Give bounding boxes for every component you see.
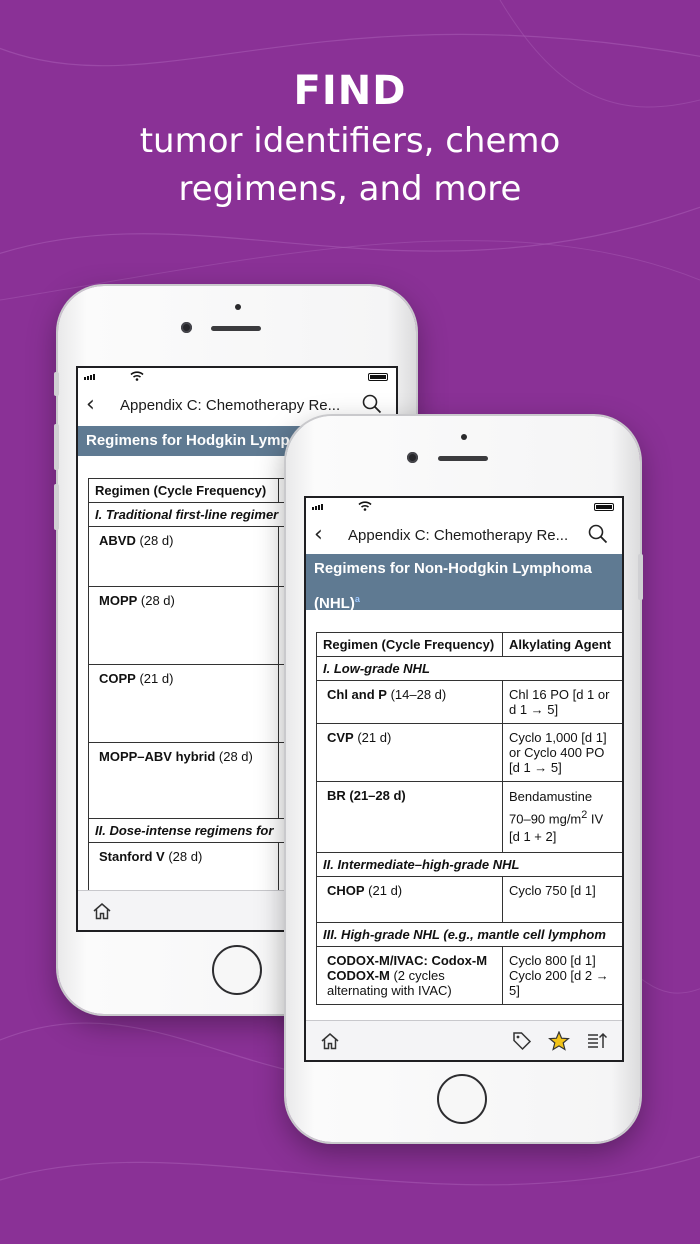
front-phone-screen — [304, 496, 624, 1062]
wifi-icon — [130, 371, 144, 384]
signal-icon — [84, 374, 95, 380]
agent-dose-exponent: 2 — [581, 809, 588, 821]
agent-dose: 70–90 mg/m — [509, 811, 582, 827]
agent-cell — [503, 877, 625, 923]
regimen-cell — [317, 724, 503, 782]
agent-line: [d 1 + 2] — [509, 829, 557, 845]
power-button — [638, 554, 643, 600]
battery-icon — [594, 503, 614, 511]
home-icon[interactable] — [320, 1031, 340, 1056]
status-bar — [306, 498, 622, 518]
regimen-cell — [317, 681, 503, 724]
regimen-frequency: (28 d) — [164, 849, 203, 864]
headline-subtitle-line1: tumor identifiers, chemo — [139, 121, 561, 161]
table-row[interactable] — [317, 877, 625, 923]
regimen-frequency: (28 d) — [215, 749, 253, 764]
regimen-frequency: (21 d) — [135, 671, 174, 686]
agent-line: or Cyclo 400 PO — [509, 745, 605, 760]
table-row[interactable] — [317, 681, 625, 724]
agent-line: Cyclo 750 [d 1] — [509, 883, 596, 899]
regimen-cell — [89, 743, 279, 819]
agent-line: 5] — [509, 983, 520, 999]
regimen-frequency: (21 d) — [353, 730, 392, 745]
table-section-row — [317, 853, 625, 877]
mute-switch — [54, 372, 59, 396]
regimen-frequency: (21 d) — [364, 883, 403, 899]
nav-title: Appendix C: Chemotherapy Re... — [120, 397, 341, 414]
section-banner-title: Regimens for Hodgkin Lymp — [86, 432, 290, 449]
column-header-regimen: Regimen (Cycle Frequency) — [89, 479, 279, 503]
table-row[interactable] — [317, 947, 625, 1005]
tab-bar — [306, 1020, 622, 1060]
column-header-regimen: Regimen (Cycle Frequency) — [317, 633, 503, 657]
home-icon[interactable] — [92, 901, 112, 926]
agent-line: Cyclo 1,000 [d 1] — [509, 730, 607, 745]
home-button[interactable] — [212, 945, 262, 995]
table-header-row — [317, 633, 625, 657]
headline-title: FIND — [293, 68, 407, 114]
regimen-name: Stanford V — [99, 849, 165, 864]
regimen-note: alternating with IVAC) — [327, 983, 452, 999]
headline — [0, 66, 700, 212]
nav-bar — [306, 518, 622, 554]
volume-up-button — [54, 424, 59, 470]
regimen-name: CVP — [327, 730, 354, 745]
footnote-link[interactable]: a — [354, 594, 360, 604]
agent-line: [d 1 → 5] — [509, 760, 562, 775]
agent-cell — [503, 681, 625, 724]
section-label: II. Intermediate–high-grade NHL — [317, 853, 625, 877]
table-section-row — [317, 923, 625, 947]
regimen-name: BR (21–28 d) — [327, 788, 406, 803]
agent-line: d 1 → 5] — [509, 702, 559, 717]
regimen-cell — [89, 587, 279, 665]
proximity-sensor — [235, 304, 241, 310]
list-sort-icon[interactable] — [586, 1031, 608, 1056]
agent-cell — [503, 947, 625, 1005]
search-icon[interactable] — [588, 524, 608, 549]
agent-cell — [503, 782, 625, 853]
section-banner-title: Regimens for Non-Hodgkin Lymphoma — [314, 560, 592, 577]
battery-icon — [368, 373, 388, 381]
nav-title: Appendix C: Chemotherapy Re... — [348, 527, 569, 544]
back-chevron-icon[interactable]: ‹ — [314, 522, 323, 547]
front-camera — [181, 322, 192, 333]
regimen-cell — [317, 947, 503, 1005]
regimen-name: COPP — [99, 671, 136, 686]
regimen-table — [316, 632, 624, 1005]
home-button[interactable] — [437, 1074, 487, 1124]
regimen-frequency: (14–28 d) — [386, 687, 447, 702]
table-section-row — [317, 657, 625, 681]
regimen-name: Chl and P — [327, 687, 387, 702]
agent-cell — [503, 724, 625, 782]
status-bar — [78, 368, 396, 388]
column-header-alkylating: Alkylating Agent — [503, 633, 625, 657]
section-label: I. Traditional first-line regimer — [89, 503, 399, 527]
agent-line: Bendamustine — [509, 789, 593, 804]
headline-subtitle-line2: regimens, and more — [178, 169, 522, 209]
tag-icon[interactable] — [512, 1031, 532, 1056]
section-banner-title-cont: (NHL) — [314, 595, 355, 612]
regimen-frequency: (28 d) — [137, 593, 175, 608]
volume-down-button — [54, 484, 59, 530]
agent-line: Chl 16 PO [d 1 or — [509, 687, 610, 702]
agent-line — [509, 806, 620, 828]
earpiece — [438, 456, 488, 461]
regimen-cell — [317, 782, 503, 853]
proximity-sensor — [461, 434, 467, 440]
wifi-icon — [358, 501, 372, 514]
front-camera — [407, 452, 418, 463]
regimen-frequency: (28 d) — [135, 533, 174, 548]
regimen-cell — [317, 877, 503, 923]
section-banner — [306, 554, 622, 610]
regimen-name: MOPP — [99, 593, 138, 608]
regimen-name: CHOP — [327, 883, 365, 899]
agent-line: Cyclo 200 [d 2 → — [509, 968, 609, 984]
regimen-name: CODOX-M/IVAC: Codox-M — [327, 953, 488, 969]
regimen-frequency: (2 cycles — [389, 968, 445, 984]
earpiece — [211, 326, 261, 331]
signal-icon — [312, 504, 323, 510]
regimen-cell — [89, 665, 279, 743]
section-label: III. High-grade NHL (e.g., mantle cell lymphom — [317, 923, 625, 947]
table-row[interactable] — [317, 782, 625, 853]
regimen-name: ABVD — [99, 533, 136, 548]
section-label: I. Low-grade NHL — [317, 657, 625, 681]
front-phone — [286, 416, 640, 1142]
agent-line: Cyclo 800 [d 1] — [509, 953, 596, 969]
back-chevron-icon[interactable]: ‹ — [86, 392, 95, 417]
regimen-cell — [89, 527, 279, 587]
agent-route: IV — [587, 811, 604, 827]
table-row[interactable] — [317, 724, 625, 782]
regimen-name: MOPP–ABV hybrid — [99, 749, 216, 764]
section-label: II. Dose-intense regimens for — [89, 819, 399, 843]
star-icon[interactable] — [548, 1031, 570, 1056]
regimen-name-cont: CODOX-M — [327, 968, 390, 984]
